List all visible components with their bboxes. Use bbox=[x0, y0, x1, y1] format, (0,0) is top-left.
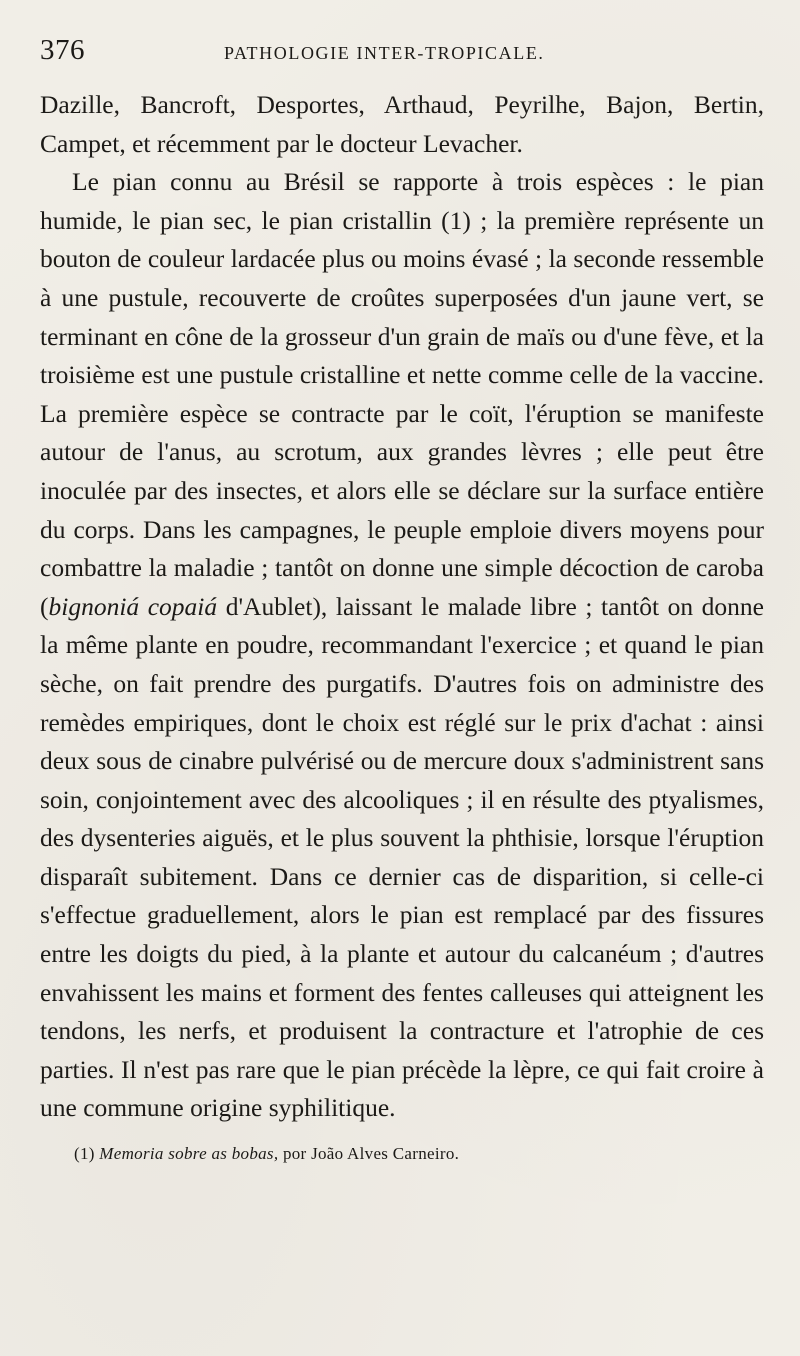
paragraph-pian bbox=[40, 163, 764, 1128]
paragraph-pian-part-2: d'Aublet), laissant le malade libre ; tantôt on donne la même plante en poudre, recommandant l'exercice ; et quand le pian sèche, on fait prendre des purgatifs. D'autres fois on administre des remèdes empiriques, dont le choix est réglé sur le prix d'achat : ainsi deux sous de cinabre pulvérisé ou de mercure doux s'administrent sans soin, conjointement avec des alcooliques ; il en résulte des ptyalismes, des dysenteries aiguës, et le plus souvent la phthisie, lorsque l'éruption disparaît subitement. Dans ce dernier cas de disparition, si celle-ci s'effectue graduellement, alors le pian est remplacé par des fissures entre les doigts du pied, à la plante et autour du calcanéum ; d'autres envahissent les mains et forment des fentes calleuses qui atteignent les tendons, les nerfs, et produisent la contracture et l'atrophie de ces parties. Il n'est pas rare que le pian précède la lèpre, ce qui fait croire à une commune origine syphilitique. bbox=[40, 591, 764, 1123]
page-number: 376 bbox=[40, 34, 85, 66]
running-title: PATHOLOGIE INTER-TROPICALE. bbox=[224, 43, 545, 63]
running-head bbox=[40, 34, 764, 86]
species-name-italic: bignoniá copaiá bbox=[48, 591, 218, 621]
footnote-rest: por João Alves Carneiro. bbox=[278, 1144, 460, 1164]
footnote bbox=[40, 1144, 764, 1164]
paragraph-pian-part-1: Le pian connu au Brésil se rapporte à trois espèces : le pian humide, le pian sec, le pian cristallin (1) ; la première représente un bouton de couleur lardacée plus ou moins évasé ; la seconde ressemble à une pustule, recouverte de croûtes superposées d'un jaune vert, se terminant en cône de la grosseur d'un grain de maïs ou d'une fève, et la troisième est une pustule cristalline et nette comme celle de la vaccine. La première espèce se contracte par le coït, l'éruption se manifeste autour de l'anus, au scrotum, aux grandes lèvres ; elle peut être inoculée par des insectes, et alors elle se déclare sur la surface entière du corps. Dans les campagnes, le peuple emploie divers moyens pour combattre la maladie ; tantôt on donne une simple décoction de caroba ( bbox=[40, 167, 764, 621]
paragraph-continuation: Dazille, Bancroft, Desportes, Arthaud, Peyrilhe, Bajon, Bertin, Campet, et récemment par le docteur Levacher. bbox=[40, 90, 764, 158]
footnote-marker: (1) bbox=[74, 1144, 95, 1164]
footnote-title: Memoria sobre as bobas, bbox=[99, 1144, 279, 1164]
body-text bbox=[40, 86, 764, 1128]
